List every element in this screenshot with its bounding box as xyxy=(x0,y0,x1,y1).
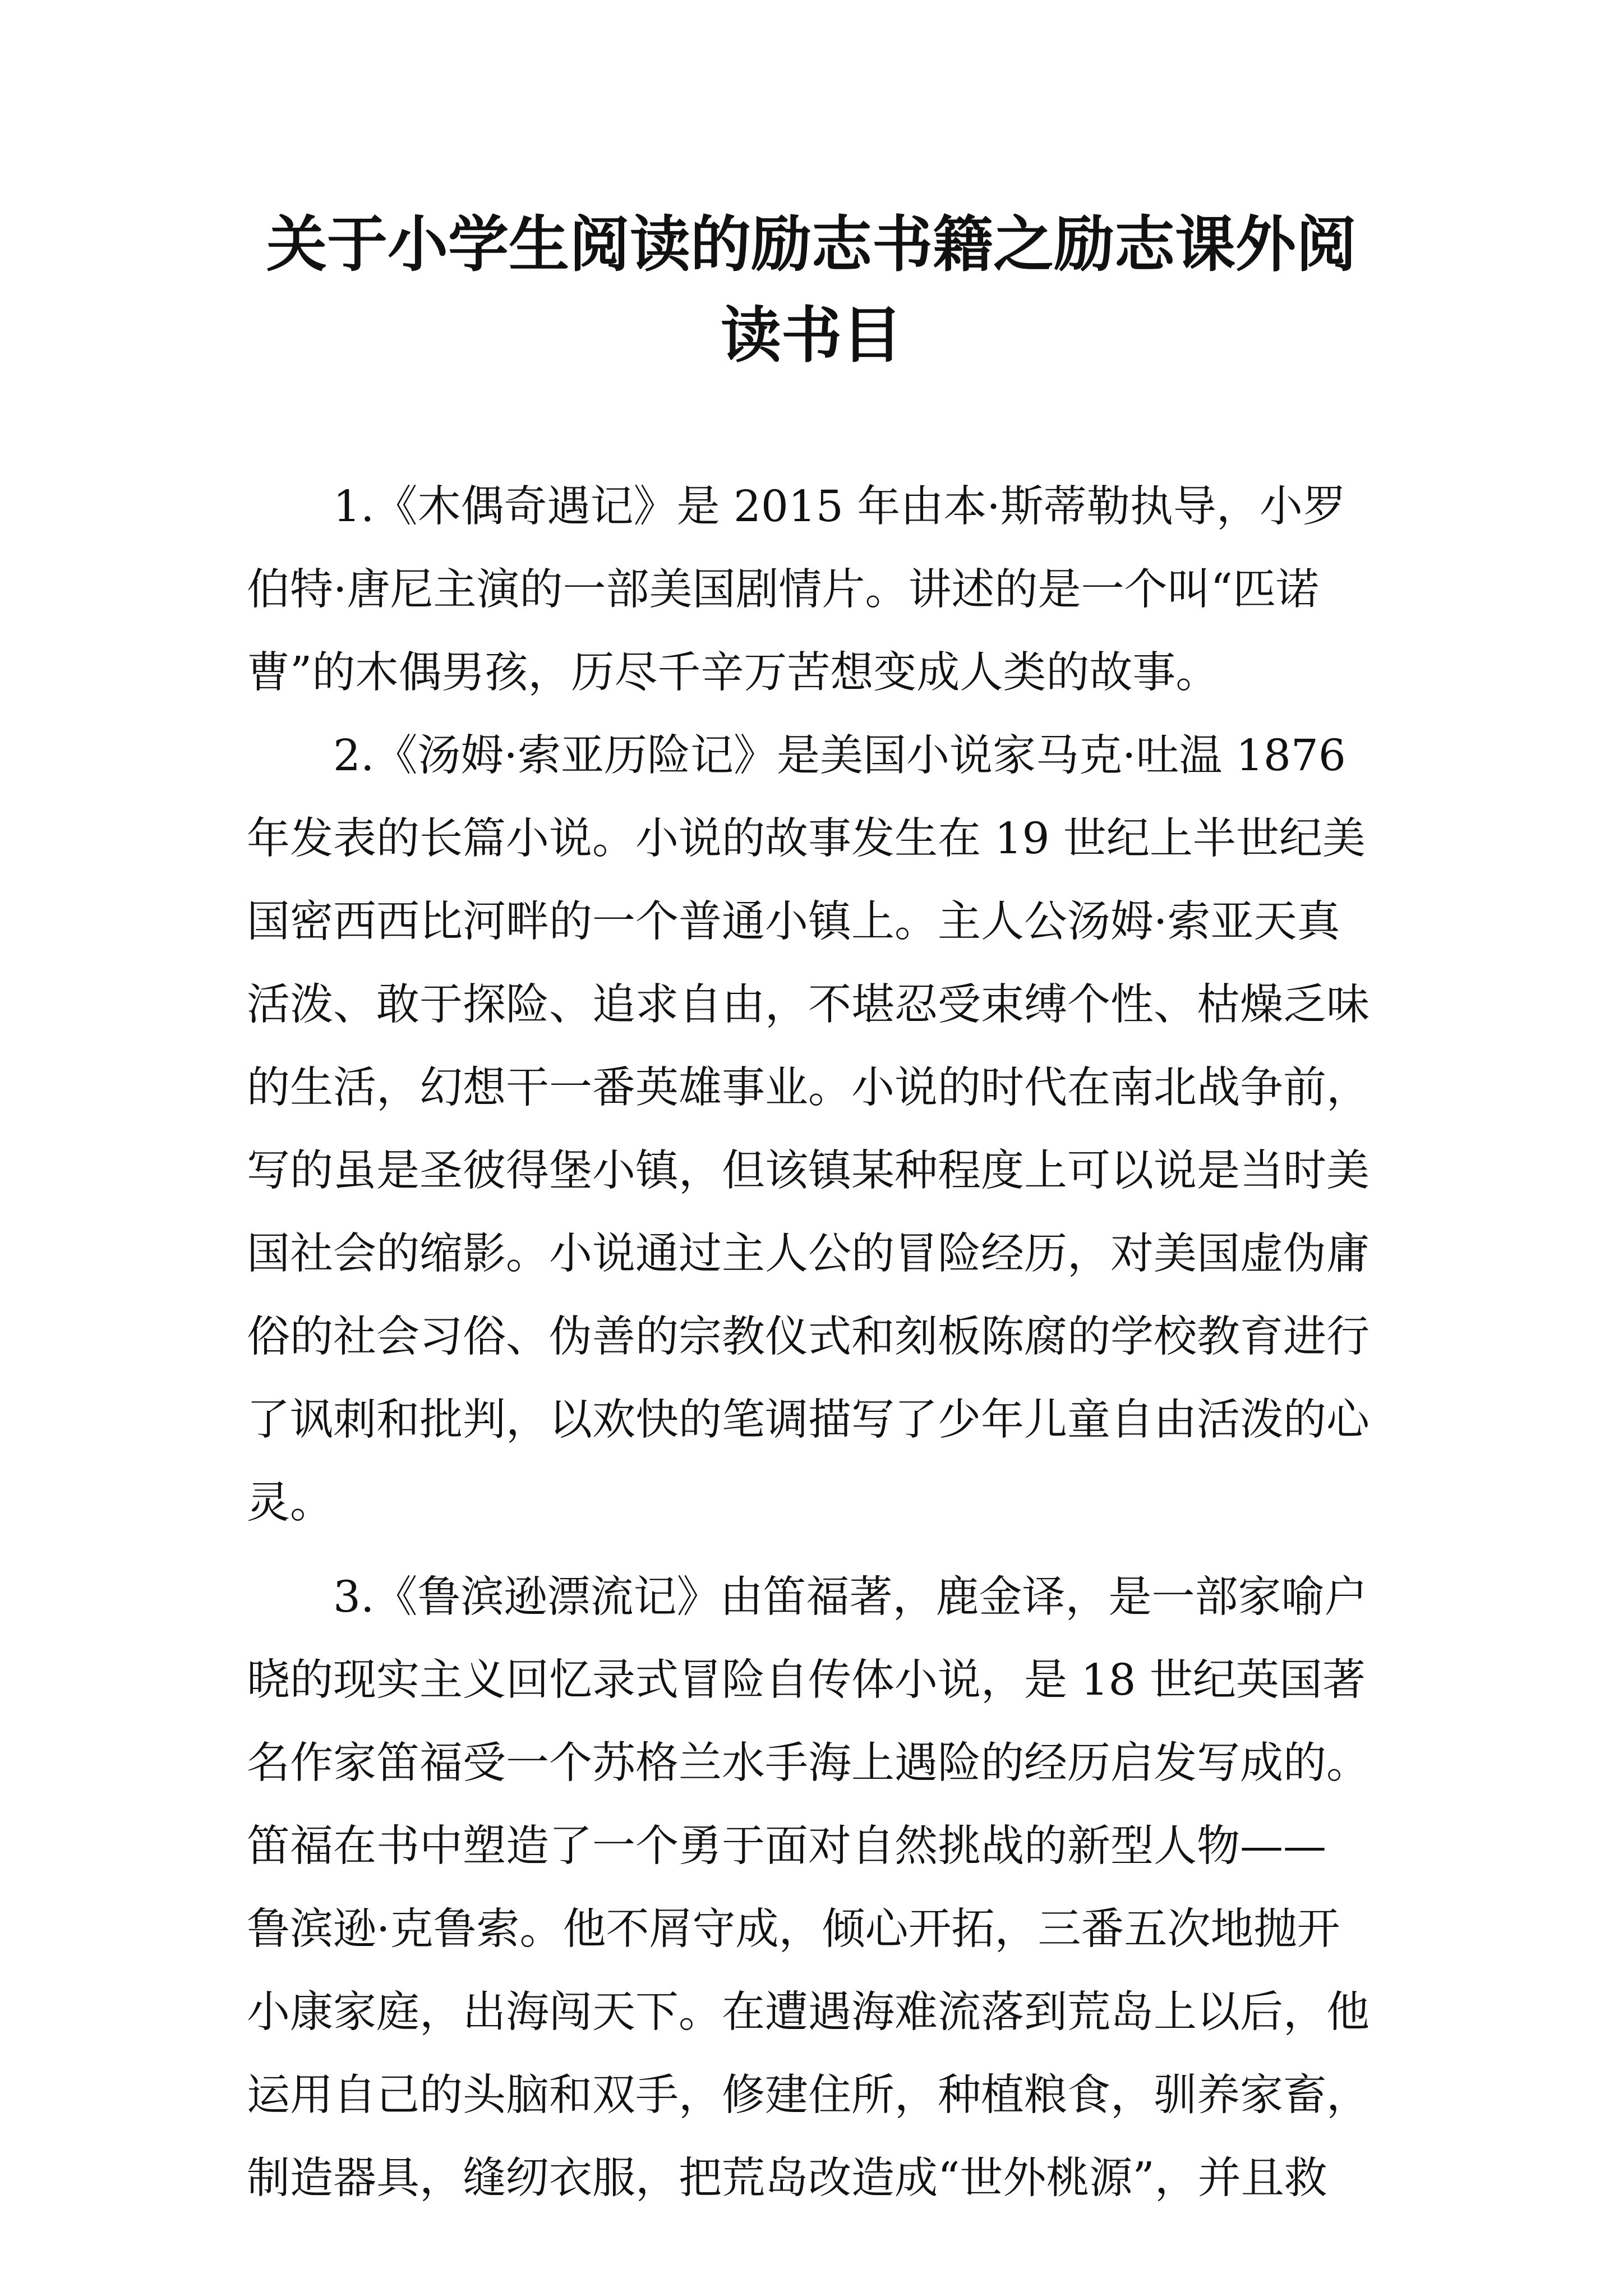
paragraph-line: 名作家笛福受一个苏格兰水手海上遇险的经历启发写成的。 xyxy=(247,1738,1370,1788)
paragraph-line: 国社会的缩影。小说通过主人公的冒险经历，对美国虚伪庸 xyxy=(247,1229,1370,1279)
paragraph-1 xyxy=(247,466,1391,715)
paragraph-line: 曹”的木偶男孩，历尽千辛万苦想变成人类的故事。 xyxy=(247,648,1219,698)
paragraph-line: 小康家庭，出海闯天下。在遭遇海难流落到荒岛上以后，他 xyxy=(247,1987,1370,2037)
paragraph-line: 鲁滨逊·克鲁索。他不屑守成，倾心开拓，三番五次地抛开 xyxy=(247,1904,1340,1954)
paragraph-line: 俗的社会习俗、伪善的宗教仪式和刻板陈腐的学校教育进行 xyxy=(247,1312,1370,1362)
title-line-2: 读书目 xyxy=(720,300,902,371)
paragraph-line: 伯特·唐尼主演的一部美国剧情片。讲述的是一个叫“匹诺 xyxy=(247,565,1319,615)
title-line-1: 关于小学生阅读的励志书籍之励志课外阅 xyxy=(266,209,1357,280)
document-body xyxy=(247,466,1391,2220)
paragraph-line: 的生活，幻想干一番英雄事业。小说的时代在南北战争前， xyxy=(247,1063,1370,1113)
paragraph-line: 写的虽是圣彼得堡小镇，但该镇某种程度上可以说是当时美 xyxy=(247,1146,1370,1196)
paragraph-line: 笛福在书中塑造了一个勇于面对自然挑战的新型人物—— xyxy=(247,1821,1326,1871)
paragraph-line: 活泼、敢于探险、追求自由，不堪忍受束缚个性、枯燥乏味 xyxy=(247,980,1370,1030)
paragraph-line: 年发表的长篇小说。小说的故事发生在 19 世纪上半世纪美 xyxy=(247,814,1366,864)
paragraph-line: 晓的现实主义回忆录式冒险自传体小说，是 18 世纪英国著 xyxy=(247,1655,1366,1705)
paragraph-line: 制造器具，缝纫衣服，把荒岛改造成“世外桃源”，并且救 xyxy=(247,2154,1327,2203)
paragraph-line: 2.《汤姆·索亚历险记》是美国小说家马克·吐温 1876 xyxy=(333,731,1346,781)
paragraph-line: 灵。 xyxy=(247,1478,333,1528)
paragraph-line: 国密西西比河畔的一个普通小镇上。主人公汤姆·索亚天真 xyxy=(247,897,1340,947)
document-title xyxy=(241,199,1382,381)
paragraph-line: 1.《木偶奇遇记》是 2015 年由本·斯蒂勒执导，小罗 xyxy=(333,482,1346,532)
paragraph-spacer xyxy=(247,1545,1391,1556)
paragraph-2 xyxy=(247,715,1391,1545)
paragraph-3 xyxy=(247,1556,1391,2220)
paragraph-line: 运用自己的头脑和双手，修建住所，种植粮食，驯养家畜， xyxy=(247,2070,1370,2120)
paragraph-line: 了讽刺和批判，以欢快的笔调描写了少年儿童自由活泼的心 xyxy=(247,1395,1370,1445)
paragraph-line: 3.《鲁滨逊漂流记》由笛福著，鹿金译，是一部家喻户 xyxy=(333,1572,1368,1622)
